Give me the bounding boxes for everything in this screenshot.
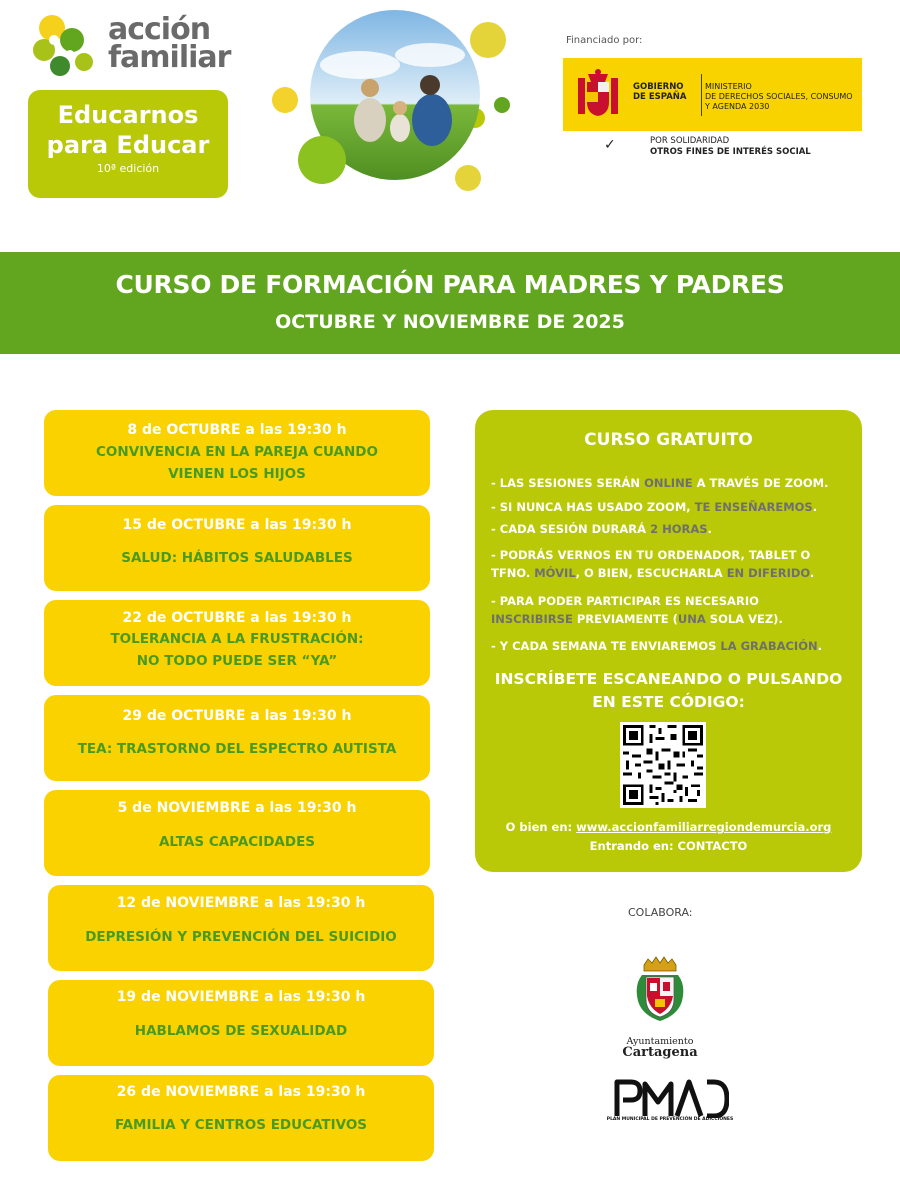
cta-line-2: EN ESTE CÓDIGO: [592, 693, 745, 711]
contact-instructions: Entrando en: CONTACTO [589, 839, 748, 853]
solidarity-line-1: POR SOLIDARIDAD [650, 136, 730, 146]
session-title: TEA: TRASTORNO DEL ESPECTRO AUTISTA [77, 741, 397, 757]
solidarity-badge [604, 135, 864, 161]
cta-line-1: INSCRÍBETE ESCANEANDO O PULSANDO [494, 670, 843, 688]
program-title-line-2: para Educar [46, 131, 210, 159]
info-text: SOLA VEZ). [705, 612, 783, 626]
info-text: . [809, 566, 815, 580]
program-edition: 10ª edición [96, 162, 160, 175]
session-date: 29 de OCTUBRE a las 19:30 h [122, 708, 352, 724]
registration-qr-code[interactable] [620, 722, 706, 808]
program-title-line-1: Educarnos [57, 101, 199, 129]
session-card [44, 505, 430, 591]
free-course-title: CURSO GRATUITO [584, 430, 753, 450]
ministry-name [705, 82, 853, 112]
info-text: - PARA PODER PARTICIPAR ES NECESARIO [491, 594, 759, 608]
ayto-line-1: Ayuntamiento [626, 1036, 694, 1047]
course-banner [0, 252, 900, 354]
info-highlight: TE ENSEÑAREMOS [694, 500, 813, 514]
session-date: 22 de OCTUBRE a las 19:30 h [122, 610, 352, 626]
session-card [44, 695, 430, 781]
info-text: - Y CADA SEMANA TE ENVIAREMOS [491, 639, 721, 653]
session-date: 19 de NOVIEMBRE a las 19:30 h [116, 989, 366, 1005]
solidarity-line-2: OTROS FINES DE INTERÉS SOCIAL [650, 147, 811, 157]
ministry-line-2: DE DERECHOS SOCIALES, CONSUMO [705, 92, 853, 101]
ministry-line-1: MINISTERIO [705, 82, 752, 91]
session-card [44, 410, 430, 496]
info-text: A TRAVÉS DE ZOOM. [692, 476, 829, 490]
registration-cta [485, 668, 852, 714]
government-name [633, 82, 686, 102]
pmad-subtitle: PLAN MUNICIPAL DE PREVENCIÓN DE ADICCIONES [606, 1117, 734, 1122]
session-title [54, 628, 420, 672]
logo-word-2: familiar [108, 40, 231, 75]
session-date: 15 de OCTUBRE a las 19:30 h [122, 517, 352, 533]
info-highlight: UNA [677, 612, 706, 626]
session-title [54, 441, 420, 485]
funded-by-label: Financiado por: [566, 35, 643, 46]
info-highlight: LA GRABACIÓN [720, 639, 818, 653]
free-course-info-box [475, 410, 862, 872]
family-photo-collage [270, 10, 510, 200]
info-line-recording [491, 637, 840, 655]
cartagena-coat-of-arms-icon [630, 955, 690, 1025]
website-info [475, 818, 862, 856]
info-highlight: EN DIFERIDO [726, 566, 810, 580]
website-line [475, 818, 862, 837]
info-text: - PODRÁS VERNOS EN TU ORDENADOR, TABLET O TFNO. [491, 548, 811, 580]
info-line-online [491, 474, 840, 492]
info-text: - SI NUNCA HAS USADO ZOOM, [491, 500, 695, 514]
info-line-devices [491, 546, 840, 582]
spain-coat-of-arms-icon [573, 68, 623, 122]
gov-line-2: DE ESPAÑA [633, 92, 687, 102]
session-title: HABLAMOS DE SEXUALIDAD [134, 1023, 348, 1039]
info-text: - CADA SESIÓN DURARÁ [491, 522, 651, 536]
session-title: DEPRESIÓN Y PREVENCIÓN DEL SUICIDIO [85, 929, 397, 945]
website-link[interactable]: www.accionfamiliarregiondemurcia.org [576, 820, 832, 834]
session-date: 26 de NOVIEMBRE a las 19:30 h [116, 1084, 366, 1100]
logo-wordmark [108, 12, 231, 75]
gov-line-1: GOBIERNO [633, 82, 684, 92]
session-date: 12 de NOVIEMBRE a las 19:30 h [116, 895, 366, 911]
checkmark-icon: ✓ [604, 137, 616, 153]
info-text: PREVIAMENTE ( [572, 612, 678, 626]
info-highlight: ONLINE [644, 476, 693, 490]
session-title-line-2: VIENEN LOS HIJOS [168, 466, 306, 482]
info-highlight: 2 HORAS [650, 522, 708, 536]
info-text: . [817, 639, 822, 653]
collaborators-label: COLABORA: [628, 906, 693, 919]
info-text: . [812, 500, 818, 514]
info-text: - LAS SESIONES SERÁN [491, 476, 645, 490]
info-highlight: INSCRIBIRSE [491, 612, 573, 626]
program-badge [28, 90, 228, 198]
session-card [44, 790, 430, 876]
session-title-line-1: TOLERANCIA A LA FRUSTRACIÓN: [110, 631, 364, 647]
government-funder-logo [563, 58, 862, 131]
session-title: ALTAS CAPACIDADES [158, 834, 316, 850]
program-title [28, 90, 228, 160]
cartagena-city-council-logo [620, 1036, 700, 1058]
info-line-zoom [491, 498, 840, 516]
session-title: FAMILIA Y CENTROS EDUCATIVOS [114, 1117, 368, 1133]
course-title: CURSO DE FORMACIÓN PARA MADRES Y PADRES [115, 270, 785, 299]
solidarity-text [650, 136, 811, 158]
logo-word-1: acción [108, 12, 211, 47]
session-card [44, 600, 430, 686]
info-text: , O BIEN, ESCUCHARLA [575, 566, 727, 580]
info-line-duration [491, 520, 840, 538]
funder-divider [701, 74, 702, 116]
accion-familiar-logo [30, 10, 230, 80]
session-title-line-1: CONVIVENCIA EN LA PAREJA CUANDO [96, 444, 378, 460]
session-card [48, 1075, 434, 1161]
info-text: . [707, 522, 712, 536]
info-highlight: MÓVIL [534, 566, 576, 580]
info-line-registration [491, 592, 840, 628]
session-card [48, 885, 434, 971]
session-title: SALUD: HÁBITOS SALUDABLES [121, 550, 353, 566]
ayto-line-2: Cartagena [622, 1045, 698, 1060]
family-logo-icon [30, 10, 100, 80]
session-title-line-2: NO TODO PUEDE SER “YA” [136, 653, 338, 669]
pmad-logo [613, 1078, 729, 1118]
ministry-line-3: Y AGENDA 2030 [705, 102, 770, 111]
session-card [48, 980, 434, 1066]
course-dates: OCTUBRE Y NOVIEMBRE DE 2025 [275, 311, 625, 333]
website-prefix: O bien en: [505, 820, 577, 834]
session-date: 8 de OCTUBRE a las 19:30 h [127, 422, 347, 438]
session-date: 5 de NOVIEMBRE a las 19:30 h [117, 800, 357, 816]
